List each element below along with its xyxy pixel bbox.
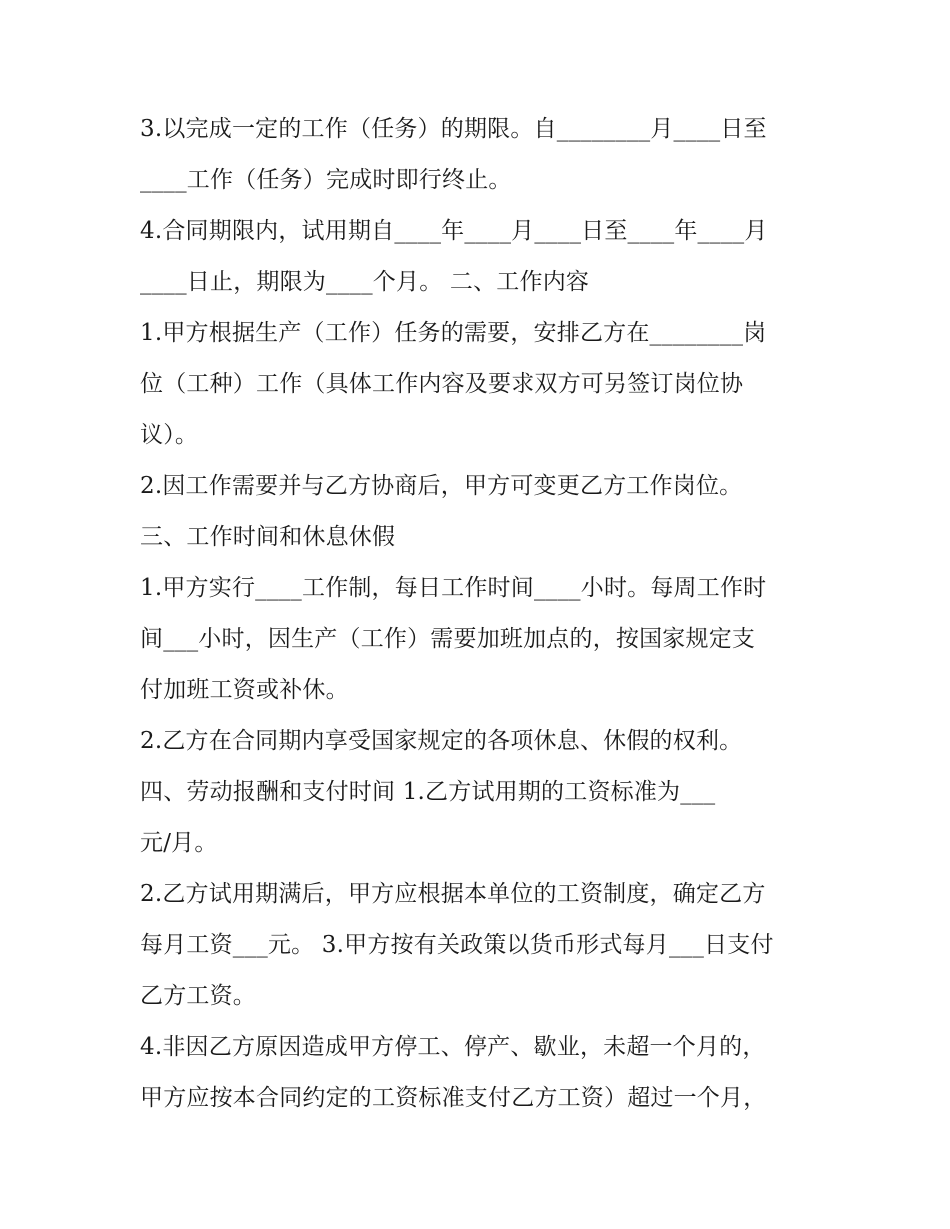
text-line: 乙方工资。 xyxy=(140,983,256,1009)
text-line: 2.因工作需要并与乙方协商后，甲方可变更乙方工作岗位。 xyxy=(140,473,743,499)
text-line: 甲方应按本合同约定的工资标准支付乙方工资）超过一个月， xyxy=(140,1085,767,1111)
text-line: 元/月。 xyxy=(140,830,218,856)
text-line: ____工作（任务）完成时即行终止。 xyxy=(140,167,512,193)
text-line: 议）。 xyxy=(140,422,199,448)
text-line: 每月工资___元。 3.甲方按有关政策以货币形式每月___日支付 xyxy=(140,932,774,958)
text-line: 2.乙方在合同期内享受国家规定的各项休息、休假的权利。 xyxy=(140,728,743,754)
text-line: 位（工种）工作（具体工作内容及要求双方可另签订岗位协 xyxy=(140,371,744,397)
text-line: 2.乙方试用期满后，甲方应根据本单位的工资制度，确定乙方 xyxy=(140,881,766,907)
text-line: 1.甲方实行____工作制，每日工作时间____小时。每周工作时 xyxy=(140,575,767,601)
text-line: 4.非因乙方原因造成甲方停工、停产、歇业，未超一个月的， xyxy=(140,1034,766,1060)
text-line: 付加班工资或补休。 xyxy=(140,677,349,703)
text-line: 间___小时，因生产（工作）需要加班加点的，按国家规定支 xyxy=(140,626,756,652)
text-line: ____日止，期限为____个月。 二、工作内容 xyxy=(140,269,590,295)
section-heading: 三、工作时间和休息休假 xyxy=(140,524,396,550)
text-line: 1.甲方根据生产（工作）任务的需要，安排乙方在________岗 xyxy=(140,320,767,346)
text-line: 4.合同期限内，试用期自____年____月____日至____年____月 xyxy=(140,218,768,244)
contract-body xyxy=(140,104,812,1124)
section-heading: 四、劳动报酬和支付时间 1.乙方试用期的工资标准为___ xyxy=(140,779,716,805)
text-line: 3.以完成一定的工作（任务）的期限。自________月____日至 xyxy=(140,116,767,142)
